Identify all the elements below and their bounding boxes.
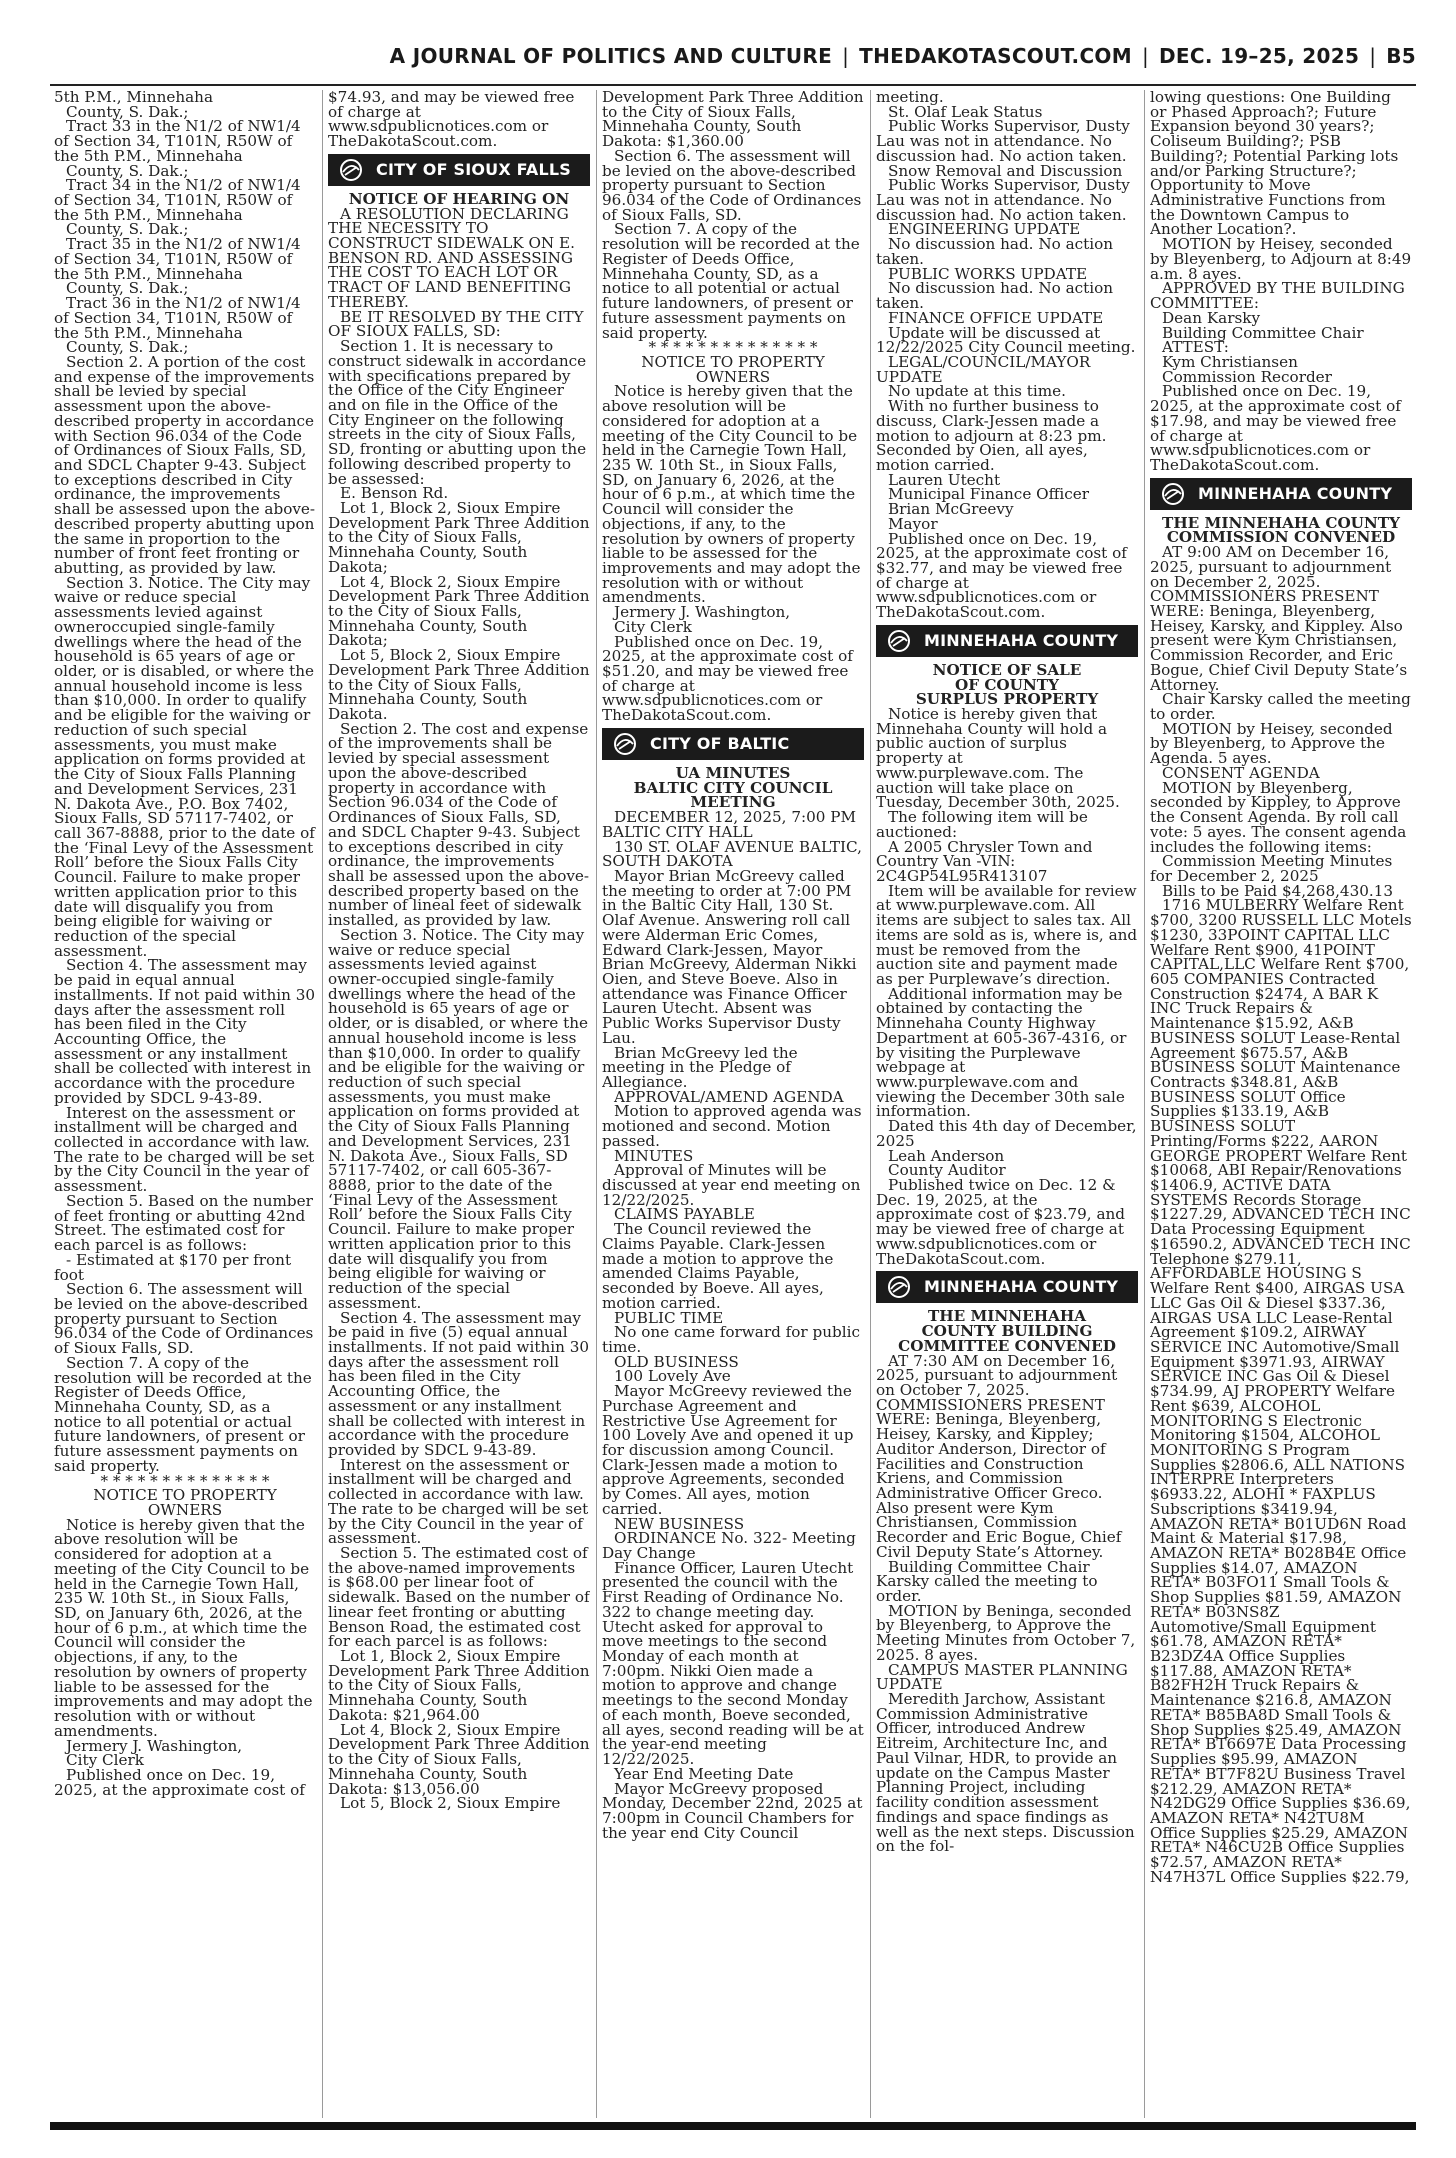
notice-heading: COUNTY BUILDING	[921, 1322, 1093, 1341]
notice-paragraph: MOTION by Heisey, seconded by Bleyenberg, to Approve the Agenda. 5 ayes.	[1150, 719, 1393, 768]
notice-paragraph: NEW BUSINESS	[614, 1514, 745, 1533]
notice-paragraph: Published twice on Dec. 12 & Dec. 19, 2025, at the approximate cost of $23.79, and may be viewed free of charge at www.sdpublicnotices.com or TheDakotaScout.com.	[876, 1176, 1126, 1268]
notice-paragraph: NOTICE TO PROPERTY OWNERS	[93, 1486, 277, 1519]
column-1	[54, 90, 316, 2118]
notice-paragraph: Item will be available for review at www.purplewave.com. All items are subject to sales tax. All items are sold as is, where is, and must be removed from the auction site and payment made as per Purplewave’s direction.	[876, 881, 1138, 988]
notice-paragraph: Development Park Three Addition to the City of Sioux Falls, Minnehaha County, South Dakota: $1,360.00	[602, 90, 864, 151]
notice-paragraph: Building Committee Chair	[1162, 323, 1364, 342]
column-5	[1150, 90, 1412, 2118]
notice-paragraph: OLD BUSINESS	[614, 1352, 739, 1371]
notice-paragraph: Meredith Jarchow, Assistant Commission Administrative Officer, introduced Andrew Eitreim, Architecture Inc, and Paul Vilnar, HDR, to provide an update on the Campus Master Planning Project, including facility condition assessment findings and space findings as well as the next steps. Discussion on the fol-	[876, 1690, 1135, 1856]
notice-paragraph: Approval of Minutes will be discussed at year end meeting on 12/22/2025.	[602, 1161, 861, 1209]
notice-paragraph: ATTEST:	[1162, 338, 1229, 357]
notice-heading: UA MINUTES	[675, 763, 791, 782]
notice-paragraph: Section 4. The assessment may be paid in equal annual installments. If not paid within 30 days after the assessment roll has been filed in the City Accounting Office, the assessment or any installment shall be collected with interest in accordance with the procedure provided by SDCL 9-43-89.	[54, 956, 316, 1107]
notice-paragraph: BE IT RESOLVED BY THE CITY OF SIOUX FALLS, SD:	[328, 307, 584, 341]
notice-paragraph: - Estimated at $170 per front foot	[54, 1250, 292, 1284]
notice-paragraph: Kym Christiansen	[1162, 352, 1298, 371]
notice-paragraph: County Auditor	[888, 1161, 1006, 1180]
notice-paragraph: Section 5. The estimated cost of the above-named improvements is $68.00 per linear foot of sidewalk. Based on the number of linear feet fronting or abutting Benson Road, the estimated cost for each parcel is as follows:	[328, 1544, 590, 1651]
notice-heading: NOTICE OF HEARING ON	[348, 189, 570, 208]
notice-paragraph: Municipal Finance Officer	[888, 485, 1089, 504]
notice-paragraph: The following item will be auctioned:	[876, 808, 1088, 841]
journal-tagline: A JOURNAL OF POLITICS AND CULTURE	[389, 44, 833, 68]
issue-date: DEC. 19–25, 2025	[1158, 44, 1360, 68]
notice-paragraph: PUBLIC WORKS UPDATE	[888, 264, 1088, 283]
column-divider	[596, 90, 597, 2118]
header-separator: |	[1141, 44, 1149, 68]
notice-paragraph: * * * * * * * * * * * * * *	[648, 338, 818, 357]
notice-paragraph: Notice is hereby given that the above resolution will be considered for adoption at a meeting of the City Council to be held in the Carnegie Town Hall, 235 W. 10th St., in Sioux Falls, SD, on January 6th, 2026, at the hour of 6 p.m., at which time the Council will consider the objections, if any, to the resolution by owners of property liable to be assessed for the improvements and may adopt the resolution with or without amendments.	[54, 1515, 313, 1740]
notice-paragraph: $74.93, and may be viewed free of charge at www.sdpublicnotices.com or TheDakotaScout.com.	[328, 90, 575, 151]
notice-heading: THE MINNEHAHA COUNTY	[1162, 513, 1400, 532]
notice-paragraph: Building Committee Chair Karsky called the meeting to order.	[876, 1557, 1098, 1605]
notice-paragraph: Update will be discussed at 12/22/2025 City Council meeting.	[876, 323, 1136, 357]
scout-emblem-icon	[336, 158, 366, 182]
notice-paragraph: Section 3. Notice. The City may waive or reduce special assessments levied against owner-occupied single-family dwellings where the head of the household is 65 years of age or older, or is disabled, or where the annual household income is less than $10,000. In order to qualify and be eligible for the waiving or reduction of such special assessments, you must make application on forms provided at the City of Sioux Falls Planning and Development Services, 231 N. Dakota Ave., Sioux Falls, SD 57117-7402, or call 605-367-8888, prior to the date of the ‘Final Levy of the Assessment Roll’ before the Sioux Falls City Council. Failure to make proper written application prior to this date will disqualify you from being eligible for waiving or reduction of the special assessment.	[328, 925, 588, 1312]
notice-paragraph: MINUTES	[614, 1146, 694, 1165]
notice-paragraph: City Clerk	[66, 1751, 144, 1770]
section-banner	[876, 1271, 1138, 1303]
notice-paragraph: lowing questions: One Building or Phased Approach?; Future Expansion beyond 30 years?; Coliseum Building?; PSB Building?; Potential Parking lots and/or Parking Structure?; Opportunity to Move Administrative Functions from the Downtown Campus to Another Location?.	[1150, 90, 1399, 239]
notice-paragraph: Dated this 4th day of December, 2025	[876, 1117, 1137, 1150]
notice-paragraph: Jermery J. Washington,	[66, 1736, 243, 1755]
notice-paragraph: MOTION by Heisey, seconded by Bleyenberg, to Adjourn at 8:49 a.m. 8 ayes.	[1150, 235, 1412, 283]
notice-paragraph: Lot 5, Block 2, Sioux Empire Development Park Three Addition to the City of Sioux Falls, Minnehaha County, South Dakota.	[328, 646, 590, 724]
notice-heading: COMMITTEE CONVENED	[898, 1336, 1116, 1355]
notice-paragraph: City Clerk	[614, 617, 692, 636]
notice-paragraph: With no further business to discuss, Clark-Jessen made a motion to adjourn at 8:23 pm. Seconded by Oien, all ayes, motion carried.	[876, 397, 1107, 474]
notice-paragraph: Interest on the assessment or installment will be charged and collected in accordance with law. The rate to be charged will be set by the City Council in the year of assessment.	[54, 1103, 315, 1196]
notice-paragraph: Chair Karsky called the meeting to order.	[1150, 690, 1411, 724]
section-banner-label: CITY OF BALTIC	[650, 733, 790, 753]
notice-paragraph: County, S. Dak.;	[66, 279, 189, 298]
notice-paragraph: Section 6. The assessment will be levied on the above-described property pursuant to Section 96.034 of the Code of Ordinances of Sioux Falls, SD.	[602, 146, 862, 224]
notice-paragraph: Tract 34 in the N1/2 of NW1/4 of Section 34, T101N, R50W of the 5th P.M., Minnehaha	[54, 176, 301, 224]
notice-paragraph: County, S. Dak.;	[66, 220, 189, 239]
notice-paragraph: Public Works Supervisor, Dusty Lau was not in attendance. No discussion had. No action taken.	[876, 176, 1130, 224]
notice-paragraph: Lauren Utecht	[888, 470, 1001, 489]
notice-paragraph: Section 1. It is necessary to construct sidewalk in accordance with specifications prepared by the Office of the City Engineer and on file in the Office of the City Engineer on the following streets in the city of Sioux Falls, SD, fronting or abutting upon the following described property to be assessed:	[328, 337, 587, 488]
notice-paragraph: St. Olaf Leak Status	[888, 102, 1043, 121]
section-banner	[328, 154, 590, 186]
notice-paragraph: Section 4. The assessment may be paid in five (5) equal annual installments. If not paid within 30 days after the assessment roll has been filed in the City Accounting Office, the assessment or any installment shall be collected with interest in accordance with the procedure provided by SDCL 9-43-89.	[328, 1308, 590, 1459]
notice-paragraph: MOTION by Beninga, seconded by Bleyenberg, to Approve the Meeting Minutes from October 7, 2025. 8 ayes.	[876, 1601, 1136, 1664]
notice-paragraph: Section 7. A copy of the resolution will be recorded at the Register of Deeds Office, Minnehaha County, SD, as a notice to all potential or actual future landowners, of present or future assessment payments on said property.	[602, 220, 860, 342]
notice-paragraph: PUBLIC TIME	[614, 1308, 724, 1327]
section-banner-label: CITY OF SIOUX FALLS	[376, 159, 572, 179]
notice-paragraph: DECEMBER 12, 2025, 7:00 PM BALTIC CITY HALL	[602, 808, 857, 841]
notice-paragraph: Public Works Supervisor, Dusty Lau was not in attendance. No discussion had. No action taken.	[876, 117, 1130, 165]
notice-paragraph: Published once on Dec. 19, 2025, at the approximate cost of $51.20, and may be viewed free of charge at www.sdpublicnotices.com or TheDakotaScout.com.	[602, 632, 853, 725]
notice-paragraph: Bills to be Paid $4,268,430.13	[1162, 881, 1394, 900]
section-banner	[602, 728, 864, 760]
notice-paragraph: 1716 MULBERRY Welfare Rent $700, 3200 RUSSELL LLC Motels $1230, 33POINT CAPITAL LLC Welfare Rent $900, 41POINT CAPITAL,LLC Welfare Rent $700, 605 COMPANIES Contracted Construction $2474, A BAR K INC Truck Repairs & Maintenance $15.92, A&B BUSINESS SOLUT Lease-Rental Agreement $675.57, A&B BUSINESS SOLUT Maintenance Contracts $348.81, A&B BUSINESS SOLUT Office Supplies $133.19, A&B BUSINESS SOLUT Printing/Forms $222, AARON GEORGE PROPERT Welfare Rent $10068, ABI Repair/Renovations $1406.9, ACTIVE DATA SYSTEMS Records Storage $1227.29, ADVANCED TECH INC Data Processing Equipment $16590.2, ADVANCED TECH INC Telephone $279.11, AFFORDABLE HOUSING S Welfare Rent $400, AIRGAS USA LLC Gas Oil & Diesel $337.36, AIRGAS USA LLC Lease-Rental Agreement $109.2, AIRWAY SERVICE INC Automotive/Small Equipment $3971.93, AIRWAY SERVICE INC Gas Oil & Diesel $734.99, AJ PROPERTY Welfare Rent $639, ALCOHOL MONITORING S Electronic Monitoring $1504, ALCOHOL MONITORING S Program Supplies $2806.6, ALL NATIONS INTERPRE Interpreters $6933.22, ALOHI * FAXPLUS Subscriptions $3419.94, AMAZON RETA* B01UD6N Road Maint & Material $17.98, AMAZON RETA* B028B4E Office Supplies $14.07, AMAZON RETA* B03FO11 Small Tools & Shop Supplies $81.59, AMAZON RETA* B03NS8Z Automotive/Small Equipment $61.78, AMAZON RETA* B23DZ4A Office Supplies $117.88, AMAZON RETA* B82FH2H Truck Repairs & Maintenance $216.8, AMAZON RETA* B85BA8D Small Tools & Shop Supplies $25.49, AMAZON RETA* BT6697E Data Processing Supplies $95.99, AMAZON RETA* BT7F82U Business Travel $212.29, AMAZON RETA* N42DG29 Office Supplies $36.69, AMAZON RETA* N42TU8M Office Supplies $25.29, AMAZON RETA* N46CU2B Office Supplies $72.57, AMAZON RETA* N47H37L Office Supplies $22.79,	[1150, 896, 1412, 1886]
column-divider	[322, 90, 323, 2118]
notice-paragraph: Published once on Dec. 19, 2025, at the approximate cost of $32.77, and may be viewed free of charge at www.sdpublicnotices.com or TheDakotaScout.com.	[876, 529, 1127, 622]
notice-paragraph: ORDINANCE No. 322- Meeting Day Change	[602, 1529, 856, 1562]
column-divider	[1144, 90, 1145, 2118]
notice-paragraph: Interest on the assessment or installment will be charged and collected in accordance with law. The rate to be charged will be set by the City Council in the year of assessment.	[328, 1455, 589, 1548]
notice-paragraph: Brian McGreevy led the meeting in the Pledge of Allegiance.	[602, 1043, 798, 1091]
notice-paragraph: CLAIMS PAYABLE	[614, 1205, 755, 1224]
notice-paragraph: LEGAL/COUNCIL/MAYOR UPDATE	[876, 352, 1091, 386]
notice-heading: NOTICE OF SALE	[932, 660, 1082, 679]
notice-paragraph: A 2005 Chrysler Town and Country Van -VIN: 2C4GP54L95R413107	[876, 837, 1093, 885]
notice-paragraph: CONSENT AGENDA	[1162, 763, 1320, 782]
notice-paragraph: No discussion had. No action taken.	[876, 279, 1114, 313]
notice-paragraph: Snow Removal and Discussion	[888, 161, 1123, 180]
scout-emblem-icon	[1158, 482, 1188, 506]
notice-paragraph: Notice is hereby given that Minnehaha County will hold a public auction of surplus property at www.purplewave.com. The auction will take place on Tuesday, December 30th, 2025.	[876, 705, 1120, 812]
notice-paragraph: Commission Meeting Minutes for December 2, 2025	[1150, 852, 1393, 885]
notice-paragraph: County, S. Dak.;	[66, 102, 189, 121]
header-separator: |	[1369, 44, 1377, 68]
notice-heading: OF COUNTY	[955, 675, 1059, 694]
notice-paragraph: E. Benson Rd.	[340, 484, 449, 503]
notice-paragraph: The Council reviewed the Claims Payable. Clark-Jessen made a motion to approve the amended Claims Payable, seconded by Boeve. All ayes, motion carried.	[602, 1220, 834, 1312]
notice-paragraph: Published once on Dec. 19, 2025, at the approximate cost of $17.98, and may be viewed free of charge at www.sdpublicnotices.com or TheDakotaScout.com.	[1150, 382, 1401, 474]
notice-paragraph: Published once on Dec. 19, 2025, at the approximate cost of	[54, 1765, 305, 1799]
header-rule	[50, 84, 1416, 86]
notice-paragraph: APPROVAL/AMEND AGENDA	[614, 1087, 844, 1106]
notice-paragraph: Lot 4, Block 2, Sioux Empire Development Park Three Addition to the City of Sioux Falls, Minnehaha County, South Dakota: $13,056.00	[328, 1720, 590, 1798]
notice-paragraph: Additional information may be obtained by contacting the Minnehaha County Highway Department at 605-367-4316, or by visiting the Purplewave webpage at www.purplewave.com and viewing the December 30th sale information.	[876, 984, 1127, 1121]
notice-paragraph: NOTICE TO PROPERTY OWNERS	[641, 352, 825, 386]
notice-paragraph: Lot 1, Block 2, Sioux Empire Development Park Three Addition to the City of Sioux Falls, Minnehaha County, South Dakota;	[328, 498, 590, 576]
notice-paragraph: Section 5. Based on the number of feet fronting or abutting 42nd Street. The estimated cost for each parcel is as follows:	[54, 1191, 313, 1255]
notice-paragraph: Mayor Brian McGreevy called the meeting to order at 7:00 PM in the Baltic City Hall, 130 St. Olaf Avenue. Answering roll call were Alderman Eric Comes, Edward Clark-Jessen, Mayor Brian McGreevy, Alderman Nikki Oien, and Steve Boeve. Also in attendance was Finance Officer Lauren Utecht. Absent was Public Works Supervisor Dusty Lau.	[602, 866, 857, 1047]
notice-paragraph: MOTION by Bleyenberg, seconded by Kippley, to Approve the Consent Agenda. By roll call vote: 5 ayes. The consent agenda includes the following items:	[1150, 778, 1407, 856]
column-3	[602, 90, 864, 2118]
notice-paragraph: Dean Karsky	[1162, 308, 1261, 327]
notice-paragraph: Finance Officer, Lauren Utecht presented the council with the First Reading of Ordinance No. 322 to change meeting day. Utecht asked for approval to move meetings to the second Monday of each month at 7:00pm. Nikki Oien made a motion to approve and change meetings to the second Monday of each month, Boeve seconded, all ayes, second reading will be at the year-end meeting 12/22/2025.	[602, 1558, 864, 1769]
notice-paragraph: Section 2. A portion of the cost and expense of the improvements shall be levied by special assessment upon the above-described property in accordance with Section 96.034 of the Code of Ordinances of Sioux Falls, SD, and SDCL Chapter 9-43. Subject to exceptions described in City ordinance, the improvements shall be assessed upon the above-described property abutting upon the same in proportion to the number of front feet fronting or abutting, as provided by law.	[54, 352, 316, 577]
site-link[interactable]: THEDAKOTASCOUT.COM	[859, 44, 1132, 68]
notice-paragraph: meeting.	[876, 90, 944, 106]
notice-paragraph: County, S. Dak.;	[66, 338, 189, 357]
notice-paragraph: AT 7:30 AM on December 16, 2025, pursuant to adjournment on October 7, 2025. COMMISSIONERS PRESENT WERE: Beninga, Bleyenberg, Heisey, Karsky, and Kippley; Auditor Anderson, Director of Facilities and Construction Kriens, and Commission Administrative Officer Greco. Also present were Kym Christiansen, Commission Recorder and Eric Bogue, Chief Civil Deputy State’s Attorney.	[876, 1351, 1122, 1561]
notice-paragraph: Notice is hereby given that the above resolution will be considered for adoption at a meeting of the City Council to be held in the Carnegie Town Hall, 235 W. 10th St., in Sioux Falls, SD, on January 6, 2026, at the hour of 6 p.m., at which time the Council will consider the objections, if any, to the resolution by owners of property liable to be assessed for the improvements and may adopt the resolution with or without amendments.	[602, 382, 861, 607]
notice-paragraph: A RESOLUTION DECLARING THE NECESSITY TO CONSTRUCT SIDEWALK ON E. BENSON RD. AND ASSESSING THE COST TO EACH LOT OR TRACT OF LAND BENEFITING THEREBY.	[328, 204, 575, 311]
notice-paragraph: No one came forward for public time.	[602, 1323, 860, 1356]
notice-paragraph: CAMPUS MASTER PLANNING UPDATE	[876, 1660, 1128, 1694]
notice-paragraph: County, S. Dak.;	[66, 161, 189, 180]
notice-paragraph: Lot 1, Block 2, Sioux Empire Development Park Three Addition to the City of Sioux Falls, Minnehaha County, South Dakota: $21,964.00	[328, 1647, 590, 1724]
notice-paragraph: Mayor McGreevy proposed Monday, December 22nd, 2025 at 7:00pm in Council Chambers for the year end City Council	[602, 1779, 863, 1842]
notice-paragraph: No discussion had. No action taken.	[876, 235, 1114, 268]
page-number: B5	[1386, 44, 1416, 68]
notice-paragraph: * * * * * * * * * * * * * *	[100, 1471, 270, 1490]
notice-heading: THE MINNEHAHA	[927, 1307, 1087, 1326]
notice-paragraph: Mayor	[888, 514, 938, 533]
notice-heading: COMMISSION CONVENED	[1166, 528, 1396, 547]
notice-paragraph: APPROVED BY THE BUILDING COMMITTEE:	[1150, 279, 1405, 313]
column-2	[328, 90, 590, 2118]
notice-paragraph: 130 ST. OLAF AVENUE BALTIC, SOUTH DAKOTA	[602, 837, 862, 871]
notice-paragraph: Section 3. Notice. The City may waive or reduce special assessments levied against owneroccupied single-family dwellings where the head of the household is 65 years of age or older, or is disabled, or where the annual household income is less than $10,000. In order to qualify and be eligible for the waiving or reduction of such special assessments, you must make application on forms provided at the City of Sioux Falls Planning and Development Services, 231 N. Dakota Ave., P.O. Box 7402, Sioux Falls, SD 57117-7402, or call 367-8888, prior to the date of the ‘Final Levy of the Assessment Roll’ before the Sioux Falls City Council. Failure to make proper written application prior to this date will disqualify you from being eligible for waiving or reduction of the special assessment.	[54, 573, 315, 960]
notice-paragraph: AT 9:00 AM on December 16, 2025, pursuant to adjournment on December 2, 2025. COMMISSIONERS PRESENT WERE: Beninga, Bleyenberg, Heisey, Karsky, and Kippley. Also present were Kym Christiansen, Commission Recorder, and Eric Bogue, Chief Civil Deputy State’s Attorney.	[1150, 543, 1408, 694]
section-banner-label: MINNEHAHA COUNTY	[1198, 483, 1393, 503]
notice-paragraph: Lot 4, Block 2, Sioux Empire Development Park Three Addition to the City of Sioux Falls, Minnehaha County, South Dakota;	[328, 572, 590, 650]
scout-emblem-icon	[610, 732, 640, 756]
section-banner	[1150, 478, 1412, 510]
notice-paragraph: Section 6. The assessment will be levied on the above-described property pursuant to Section 96.034 of the Code of Ordinances of Sioux Falls, SD.	[54, 1280, 314, 1358]
column-divider	[870, 90, 871, 2118]
header-separator: |	[842, 44, 850, 68]
scout-emblem-icon	[884, 1275, 914, 1299]
section-banner	[876, 625, 1138, 657]
notice-heading: SURPLUS PROPERTY	[915, 690, 1099, 709]
notice-paragraph: Jermery J. Washington,	[614, 603, 791, 622]
notice-paragraph: No update at this time.	[888, 382, 1066, 401]
notice-paragraph: Commission Recorder	[1162, 367, 1332, 386]
notice-heading: BALTIC CITY COUNCIL MEETING	[633, 778, 833, 812]
notice-paragraph: ENGINEERING UPDATE	[888, 220, 1081, 239]
notice-paragraph: Lot 5, Block 2, Sioux Empire	[340, 1794, 561, 1813]
scout-emblem-icon	[884, 629, 914, 653]
notice-paragraph: Section 2. The cost and expense of the improvements shall be levied by special assessment upon the above-described property in accordance with Section 96.034 of the Code of Ordinances of Sioux Falls, SD, and SDCL Chapter 9-43. Subject to exceptions described in city ordinance, the improvements shall be assessed upon the above-described property based on the number of lineal feet of sidewalk installed, as provided by law.	[328, 719, 590, 930]
footer-rule	[50, 2122, 1416, 2130]
notice-paragraph: Brian McGreevy	[888, 500, 1014, 519]
notice-paragraph: Mayor McGreevy reviewed the Purchase Agreement and Restrictive Use Agreement for 100 Lovely Ave and opened it up for discussion among Council. Clark-Jessen made a motion to approve Agreements, seconded by Comes. All ayes, motion carried.	[602, 1382, 854, 1518]
section-banner-label: MINNEHAHA COUNTY	[924, 630, 1119, 650]
notice-paragraph: Tract 35 in the N1/2 of NW1/4 of Section 34, T101N, R50W of the 5th P.M., Minnehaha	[54, 235, 301, 283]
notice-paragraph: FINANCE OFFICE UPDATE	[888, 308, 1104, 327]
column-4	[876, 90, 1138, 2118]
notice-paragraph: Tract 33 in the N1/2 of NW1/4 of Section 34, T101N, R50W of the 5th P.M., Minnehaha	[54, 117, 301, 165]
notice-paragraph: Tract 36 in the N1/2 of NW1/4 of Section 34, T101N, R50W of the 5th P.M., Minnehaha	[54, 294, 301, 342]
notice-paragraph: Motion to approved agenda was motioned and second. Motion passed.	[602, 1102, 862, 1150]
notice-paragraph: Section 7. A copy of the resolution will be recorded at the Register of Deeds Office, Minnehaha County, SD, as a notice to all potential or actual future landowners, of present or future assessment payments on said property.	[54, 1353, 312, 1475]
notice-paragraph: 100 Lovely Ave	[614, 1367, 731, 1386]
section-banner-label: MINNEHAHA COUNTY	[924, 1277, 1119, 1297]
notice-paragraph: 5th P.M., Minnehaha	[54, 90, 214, 106]
page-header	[0, 44, 1416, 78]
notice-paragraph: Leah Anderson	[888, 1146, 1005, 1165]
notice-paragraph: Year End Meeting Date	[614, 1764, 794, 1783]
